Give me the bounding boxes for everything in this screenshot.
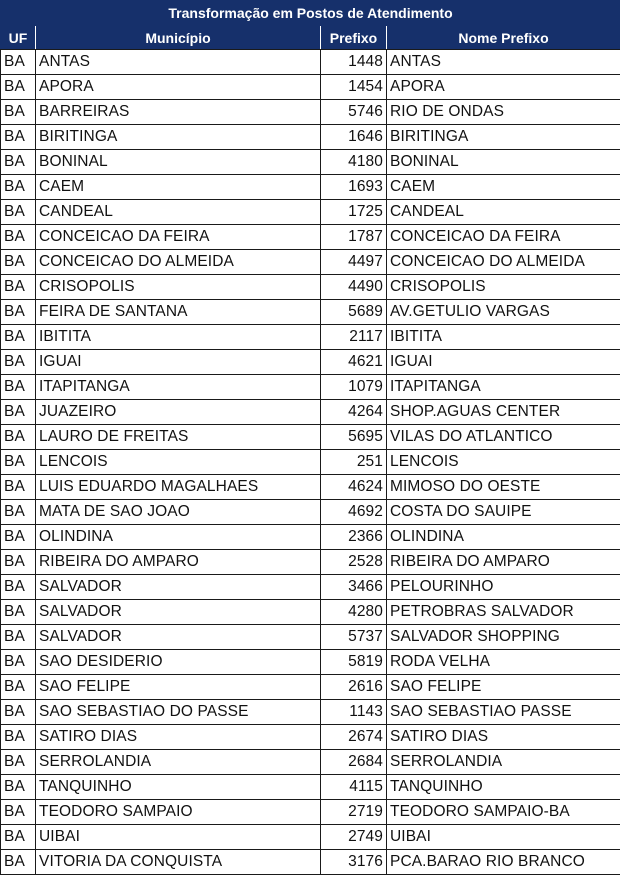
cell-nome-prefixo: VILAS DO ATLANTICO [387,425,620,450]
cell-nome-prefixo: RIBEIRA DO AMPARO [387,550,620,575]
table-row [1,300,620,325]
table-row [1,350,620,375]
table-row [1,675,620,700]
table-row [1,750,620,775]
cell-municipio: FEIRA DE SANTANA [36,300,321,325]
cell-uf: BA [1,775,36,800]
column-header-municipio: Município [36,26,321,50]
cell-municipio: SAO DESIDERIO [36,650,321,675]
cell-nome-prefixo: PETROBRAS SALVADOR [387,600,620,625]
cell-nome-prefixo: SHOP.AGUAS CENTER [387,400,620,425]
cell-uf: BA [1,575,36,600]
cell-prefixo: 2719 [321,800,387,825]
cell-prefixo: 2528 [321,550,387,575]
cell-prefixo: 2684 [321,750,387,775]
cell-uf: BA [1,475,36,500]
table-row [1,450,620,475]
cell-prefixo: 251 [321,450,387,475]
cell-nome-prefixo: SAO FELIPE [387,675,620,700]
cell-prefixo: 1725 [321,200,387,225]
cell-nome-prefixo: OLINDINA [387,525,620,550]
cell-prefixo: 5737 [321,625,387,650]
cell-prefixo: 1646 [321,125,387,150]
cell-municipio: TANQUINHO [36,775,321,800]
column-header-row [1,26,620,50]
cell-nome-prefixo: COSTA DO SAUIPE [387,500,620,525]
table-row [1,825,620,850]
cell-prefixo: 5689 [321,300,387,325]
column-header-prefixo: Prefixo [321,26,387,50]
cell-municipio: SALVADOR [36,600,321,625]
table-title: Transformação em Postos de Atendimento [1,1,620,26]
cell-nome-prefixo: LENCOIS [387,450,620,475]
cell-prefixo: 4280 [321,600,387,625]
table-row [1,625,620,650]
cell-uf: BA [1,800,36,825]
cell-nome-prefixo: IBITITA [387,325,620,350]
cell-uf: BA [1,450,36,475]
cell-prefixo: 2749 [321,825,387,850]
cell-municipio: SERROLANDIA [36,750,321,775]
cell-nome-prefixo: RODA VELHA [387,650,620,675]
cell-uf: BA [1,50,36,75]
table-body [1,50,620,875]
table-row [1,475,620,500]
cell-prefixo: 4692 [321,500,387,525]
cell-uf: BA [1,125,36,150]
cell-uf: BA [1,500,36,525]
cell-municipio: LAURO DE FREITAS [36,425,321,450]
cell-uf: BA [1,850,36,875]
cell-municipio: BARREIRAS [36,100,321,125]
cell-prefixo: 4497 [321,250,387,275]
table-row [1,550,620,575]
table-row [1,775,620,800]
cell-nome-prefixo: RIO DE ONDAS [387,100,620,125]
cell-nome-prefixo: TEODORO SAMPAIO-BA [387,800,620,825]
cell-nome-prefixo: CRISOPOLIS [387,275,620,300]
table-row [1,700,620,725]
cell-nome-prefixo: TANQUINHO [387,775,620,800]
cell-uf: BA [1,425,36,450]
cell-prefixo: 5695 [321,425,387,450]
table-row [1,425,620,450]
cell-uf: BA [1,600,36,625]
table-row [1,175,620,200]
cell-nome-prefixo: PELOURINHO [387,575,620,600]
cell-nome-prefixo: SAO SEBASTIAO PASSE [387,700,620,725]
cell-uf: BA [1,300,36,325]
table-row [1,200,620,225]
cell-uf: BA [1,825,36,850]
cell-uf: BA [1,700,36,725]
cell-nome-prefixo: CAEM [387,175,620,200]
cell-uf: BA [1,400,36,425]
column-header-nome-prefixo: Nome Prefixo [387,26,620,50]
table-row [1,125,620,150]
table-row [1,650,620,675]
cell-prefixo: 4624 [321,475,387,500]
cell-municipio: IGUAI [36,350,321,375]
table-row [1,150,620,175]
cell-nome-prefixo: BIRITINGA [387,125,620,150]
column-header-uf: UF [1,26,36,50]
cell-nome-prefixo: APORA [387,75,620,100]
cell-nome-prefixo: BONINAL [387,150,620,175]
cell-nome-prefixo: SALVADOR SHOPPING [387,625,620,650]
cell-prefixo: 2117 [321,325,387,350]
cell-municipio: RIBEIRA DO AMPARO [36,550,321,575]
table-row [1,250,620,275]
cell-uf: BA [1,200,36,225]
table-row [1,50,620,75]
table-row [1,725,620,750]
cell-uf: BA [1,750,36,775]
table-row [1,275,620,300]
cell-uf: BA [1,650,36,675]
cell-uf: BA [1,250,36,275]
cell-municipio: SALVADOR [36,625,321,650]
cell-nome-prefixo: CONCEICAO DA FEIRA [387,225,620,250]
cell-municipio: CONCEICAO DO ALMEIDA [36,250,321,275]
cell-municipio: SAO SEBASTIAO DO PASSE [36,700,321,725]
cell-nome-prefixo: IGUAI [387,350,620,375]
cell-uf: BA [1,100,36,125]
cell-nome-prefixo: SERROLANDIA [387,750,620,775]
cell-uf: BA [1,525,36,550]
cell-uf: BA [1,325,36,350]
cell-municipio: SAO FELIPE [36,675,321,700]
table-row [1,500,620,525]
cell-municipio: BIRITINGA [36,125,321,150]
cell-municipio: VITORIA DA CONQUISTA [36,850,321,875]
cell-prefixo: 2366 [321,525,387,550]
cell-uf: BA [1,350,36,375]
cell-municipio: ITAPITANGA [36,375,321,400]
cell-uf: BA [1,550,36,575]
cell-prefixo: 2674 [321,725,387,750]
table-row [1,375,620,400]
cell-nome-prefixo: UIBAI [387,825,620,850]
cell-prefixo: 4180 [321,150,387,175]
cell-prefixo: 1079 [321,375,387,400]
cell-municipio: CRISOPOLIS [36,275,321,300]
cell-uf: BA [1,225,36,250]
cell-nome-prefixo: SATIRO DIAS [387,725,620,750]
cell-prefixo: 1787 [321,225,387,250]
cell-municipio: LENCOIS [36,450,321,475]
cell-municipio: UIBAI [36,825,321,850]
cell-prefixo: 2616 [321,675,387,700]
cell-municipio: IBITITA [36,325,321,350]
cell-nome-prefixo: ANTAS [387,50,620,75]
table-row [1,100,620,125]
table-row [1,575,620,600]
cell-uf: BA [1,275,36,300]
cell-prefixo: 1454 [321,75,387,100]
cell-prefixo: 1448 [321,50,387,75]
cell-municipio: SALVADOR [36,575,321,600]
cell-uf: BA [1,675,36,700]
cell-uf: BA [1,150,36,175]
cell-nome-prefixo: CANDEAL [387,200,620,225]
cell-prefixo: 4490 [321,275,387,300]
cell-municipio: CANDEAL [36,200,321,225]
cell-nome-prefixo: CONCEICAO DO ALMEIDA [387,250,620,275]
table-row [1,75,620,100]
table-row [1,400,620,425]
cell-nome-prefixo: AV.GETULIO VARGAS [387,300,620,325]
cell-prefixo: 3466 [321,575,387,600]
cell-municipio: BONINAL [36,150,321,175]
table-row [1,800,620,825]
cell-prefixo: 4115 [321,775,387,800]
cell-prefixo: 1143 [321,700,387,725]
table-row [1,850,620,875]
cell-municipio: TEODORO SAMPAIO [36,800,321,825]
cell-uf: BA [1,75,36,100]
table-row [1,225,620,250]
cell-uf: BA [1,625,36,650]
table-row [1,600,620,625]
cell-municipio: SATIRO DIAS [36,725,321,750]
cell-uf: BA [1,175,36,200]
cell-prefixo: 3176 [321,850,387,875]
cell-municipio: CONCEICAO DA FEIRA [36,225,321,250]
cell-uf: BA [1,725,36,750]
cell-prefixo: 5819 [321,650,387,675]
table-row [1,325,620,350]
cell-municipio: OLINDINA [36,525,321,550]
cell-nome-prefixo: PCA.BARAO RIO BRANCO [387,850,620,875]
cell-municipio: MATA DE SAO JOAO [36,500,321,525]
cell-municipio: CAEM [36,175,321,200]
cell-prefixo: 1693 [321,175,387,200]
cell-uf: BA [1,375,36,400]
cell-prefixo: 5746 [321,100,387,125]
cell-nome-prefixo: ITAPITANGA [387,375,620,400]
cell-prefixo: 4264 [321,400,387,425]
table-title-row [1,1,620,26]
cell-municipio: LUIS EDUARDO MAGALHAES [36,475,321,500]
cell-municipio: ANTAS [36,50,321,75]
cell-municipio: JUAZEIRO [36,400,321,425]
cell-prefixo: 4621 [321,350,387,375]
cell-municipio: APORA [36,75,321,100]
cell-nome-prefixo: MIMOSO DO OESTE [387,475,620,500]
table-row [1,525,620,550]
